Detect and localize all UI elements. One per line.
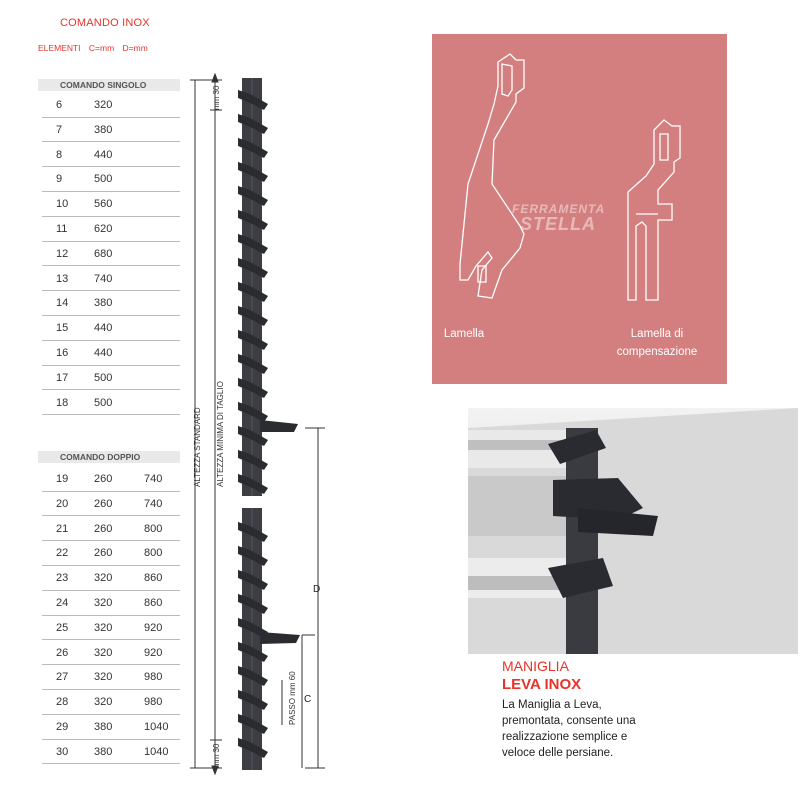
cell-elements: 9 [56,173,63,186]
cell-d: 980 [144,671,163,684]
cell-c: 320 [94,597,113,609]
cell-c: 440 [94,322,113,335]
product-photo [468,408,798,654]
cell-elements: 30 [56,745,69,758]
profiles-panel [432,34,727,384]
table-row [42,365,180,391]
table-row [42,491,180,517]
cell-elements: 24 [56,597,69,609]
cell-elements: 14 [56,297,69,310]
watermark-top: FERRAMENTA [512,202,606,216]
cell-c: 260 [94,547,113,560]
table-row [42,664,180,690]
label-comp-line1: Lamella di [630,328,684,340]
table-row [42,615,180,641]
page-title: COMANDO INOX [60,17,150,29]
table-row [42,216,180,242]
cell-elements: 12 [56,247,69,260]
label-mm30-top: mm 30 [212,85,221,110]
cell-d: 1040 [144,721,169,733]
table-row [42,290,180,316]
section-single: COMANDO SINGOLO [38,79,180,91]
cell-c: 380 [94,721,113,733]
cell-c: 320 [94,99,113,111]
table-row [42,466,180,492]
product-name-line1: MANIGLIA [502,658,569,674]
label-lamella: Lamella [443,328,485,340]
table-row [42,241,180,267]
cell-elements: 15 [56,322,69,335]
cell-elements: 6 [56,99,63,111]
cell-elements: 20 [56,497,69,510]
table-row [42,390,180,416]
cell-d: 740 [144,497,163,510]
cell-c: 320 [94,671,113,684]
col-elements: ELEMENTI [38,43,81,53]
cell-elements: 21 [56,522,69,535]
cell-d: 800 [144,522,163,535]
cell-c: 680 [94,247,113,260]
label-comp-line2: compensazione [616,346,698,358]
table-row [42,315,180,341]
table-row [42,714,180,740]
cell-c: 500 [94,396,113,409]
cell-elements: 26 [56,646,69,659]
table-row [42,540,180,566]
table-row [42,640,180,666]
table-row [42,340,180,366]
cell-c: 440 [94,148,113,161]
cell-d: 740 [144,473,163,485]
desc-line: realizzazione semplice e [502,731,628,743]
table-row [42,117,180,143]
cell-c: 260 [94,497,113,510]
cell-c: 320 [94,572,113,585]
cell-d: 860 [144,572,163,585]
cell-c: 620 [94,223,113,235]
cell-c: 380 [94,745,113,758]
cell-d: 1040 [144,745,169,758]
cell-c: 320 [94,646,113,659]
cell-d: 800 [144,547,163,560]
cell-c: 380 [94,297,113,310]
cell-elements: 16 [56,347,69,359]
watermark-bottom: STELLA [520,214,596,234]
table-row [42,739,180,765]
cell-elements: 8 [56,148,63,161]
cell-c: 440 [94,347,113,359]
cell-c: 260 [94,522,113,535]
cell-elements: 29 [56,721,69,733]
cell-elements: 23 [56,572,69,585]
cell-elements: 27 [56,671,69,684]
cell-c: 500 [94,371,113,384]
label-standard-height: ALTEZZA STANDARD [193,407,202,487]
cell-c: 320 [94,621,113,634]
cell-elements: 19 [56,473,69,485]
cell-d: 920 [144,646,163,659]
cell-d: 980 [144,696,163,709]
section-double: COMANDO DOPPIO [38,451,180,463]
cell-elements: 22 [56,547,69,560]
label-min-cut: ALTEZZA MINIMA DI TAGLIO [216,381,225,487]
cell-elements: 17 [56,371,69,384]
cell-elements: 10 [56,198,69,211]
cell-elements: 13 [56,272,69,285]
desc-line: La Maniglia a Leva, [502,699,602,711]
table-row [42,266,180,292]
table-row [42,142,180,168]
label-passo: PASSO mm 60 [288,671,297,725]
table-row [42,92,180,118]
label-d: D [313,584,321,595]
column-headers [38,43,154,53]
cell-c: 380 [94,123,113,136]
cell-c: 320 [94,696,113,709]
cell-elements: 18 [56,396,69,409]
table-row [42,565,180,591]
desc-line: veloce delle persiane. [502,747,614,759]
label-c: C [304,694,312,705]
cell-elements: 7 [56,123,63,136]
table-row [42,516,180,542]
cell-elements: 25 [56,621,69,634]
cell-c: 500 [94,173,113,186]
table-row [42,191,180,217]
cell-elements: 11 [56,223,68,235]
product-description [502,697,702,761]
product-name-line2: LEVA INOX [502,676,582,693]
label-mm30-bottom: mm 30 [212,743,221,768]
desc-line: premontata, consente una [502,715,636,727]
cell-c: 560 [94,198,113,211]
table-row [42,689,180,715]
cell-elements: 28 [56,696,69,709]
col-c: C=mm [88,43,115,53]
table-row [42,166,180,192]
cell-c: 260 [94,473,113,485]
cell-c: 740 [94,272,113,285]
table-row [42,590,180,616]
cell-d: 860 [144,597,163,609]
col-d: D=mm [122,43,148,53]
cell-d: 920 [144,621,163,634]
hardware-drawing [190,60,330,780]
